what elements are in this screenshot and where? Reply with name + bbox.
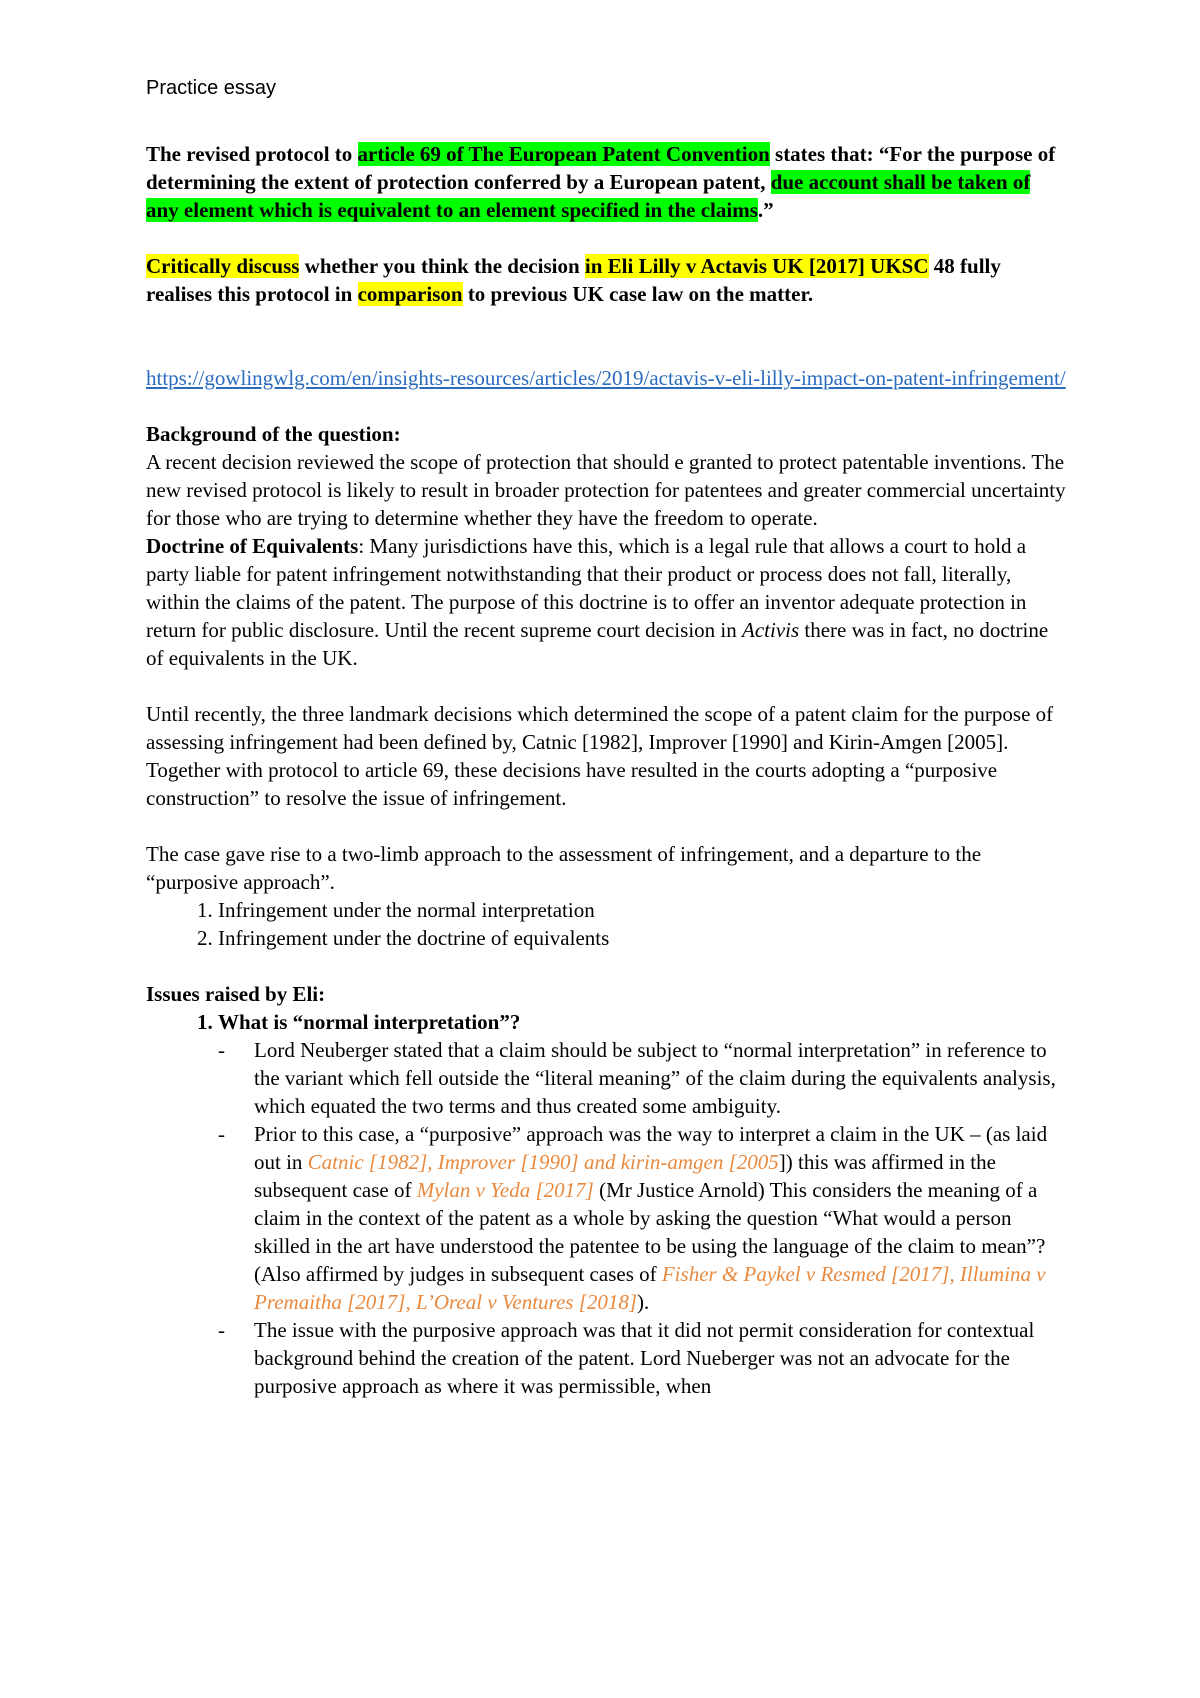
bullet-text: The issue with the purposive approach was that it did not permit consideration for contextual background behind the creation of the patent. Lord Nueberger was not an advocate for the purposive approach as where it was permissible, when [254,1318,1035,1398]
list-item: 1. Infringement under the normal interpretation [218,896,1066,924]
doctrine-label: Doctrine of Equivalents [146,534,359,558]
source-link[interactable]: https://gowlingwlg.com/en/insights-resources/articles/2019/actavis-v-eli-lilly-impact-on-patent-infringement/ [146,366,1066,390]
background-paragraph: A recent decision reviewed the scope of protection that should e granted to protect patentable inventions. The new revised protocol is likely to result in broader protection for patentees and greater commercial uncertainty for those who are trying to determine whether they have the freedom to operate. [146,450,1066,530]
case-citation: Catnic [1982], Improver [1990] and kirin-amgen [2005 [307,1150,779,1174]
list-item: 2. Infringement under the doctrine of equivalents [218,924,1066,952]
highlight-equivalent-clause: due account shall be taken of any element which is equivalent to an element specified in the claims [146,170,1031,222]
doctrine-text-end: there was in fact, no doctrine of equivalents in the UK. [146,618,1049,670]
activis-italic: Activis [742,618,800,642]
landmark-paragraph: Until recently, the three landmark decisions which determined the scope of a patent claim for the purpose of assessing infringement had been defined by, Catnic [1982], Improver [1990] and Kirin-Amgen [2005]. Together with protocol to article 69, these decisions have resulted in the courts adopting a “purposive construction” to resolve the issue of infringement. [146,702,1054,810]
bullet-text: ). [637,1290,650,1314]
issue-item [218,1008,1066,1400]
two-limb-list [146,896,1066,952]
question-text: states that: “For the purpose of determining the extent of protection conferred by a European patent, [146,142,1056,194]
issues-list [146,1008,1066,1400]
highlight-critically-discuss: Critically discuss [146,254,300,278]
highlight-case-name: in Eli Lilly v Actavis UK [2017] UKSC [584,254,929,278]
bullet-text: (Mr Justice Arnold) This considers the meaning of a claim in the context of the patent as a whole by asking the question “What would a person skilled in the art have understood the patentee to be using the language of the claim to mean”? (Also affirmed by judges in subsequent cases of [254,1178,1046,1286]
essay-question-task [146,252,1066,308]
two-limb-section [146,840,1066,952]
case-citation: Fisher & Paykel v Resmed [2017], Illumina v Premaitha [2017], L’Oreal v Ventures [2018] [254,1262,1046,1314]
list-item [218,1120,1066,1316]
list-item [218,1316,1066,1400]
highlight-article-69: article 69 of The European Patent Convention [357,142,770,166]
doctrine-text: : Many jurisdictions have this, which is a legal rule that allows a court to hold a party liable for patent infringement notwithstanding that their product or process does not fall, literally, within the claims of the patent. The purpose of this doctrine is to offer an inventor adequate protection in return for public disclosure. Until the recent supreme court decision in [146,534,1027,642]
two-limb-intro: The case gave rise to a two-limb approach to the assessment of infringement, and a departure to the “purposive approach”. [146,842,982,894]
bullet-text: Prior to this case, a “purposive” approach was the way to interpret a claim in the UK – (as laid out in [254,1122,1048,1174]
essay-question-protocol [146,140,1066,224]
background-section [146,420,1066,672]
case-citation: Mylan v Yeda [2017] [416,1178,594,1202]
issue-bullets [218,1036,1066,1400]
question-text: whether you think the decision [299,254,585,278]
question-text: to previous UK case law on the matter. [462,282,814,306]
document-body [146,70,1066,1400]
bullet-text: ]) this was affirmed in the subsequent case of [254,1150,996,1202]
background-heading: Background of the question: [146,422,401,446]
dash-bullet: - [218,1318,225,1342]
bullet-text: Lord Neuberger stated that a claim should be subject to “normal interpretation” in reference to the variant which fell outside the “literal meaning” of the claim during the equivalents analysis, which equated the two terms and thus created some ambiguity. [254,1038,1056,1118]
page-title: Practice essay [146,77,277,99]
doctrine-paragraph [146,532,1066,672]
issues-section [146,980,1066,1400]
dash-bullet: - [218,1038,225,1062]
highlight-comparison: comparison [357,282,463,306]
dash-bullet: - [218,1122,225,1146]
issue-title: What is “normal interpretation”? [218,1010,521,1034]
question-text: .” [757,198,774,222]
list-item [218,1036,1066,1120]
question-text: The revised protocol to [146,142,358,166]
issues-heading: Issues raised by Eli: [146,982,326,1006]
question-text: 48 fully realises this protocol in [146,254,1001,306]
